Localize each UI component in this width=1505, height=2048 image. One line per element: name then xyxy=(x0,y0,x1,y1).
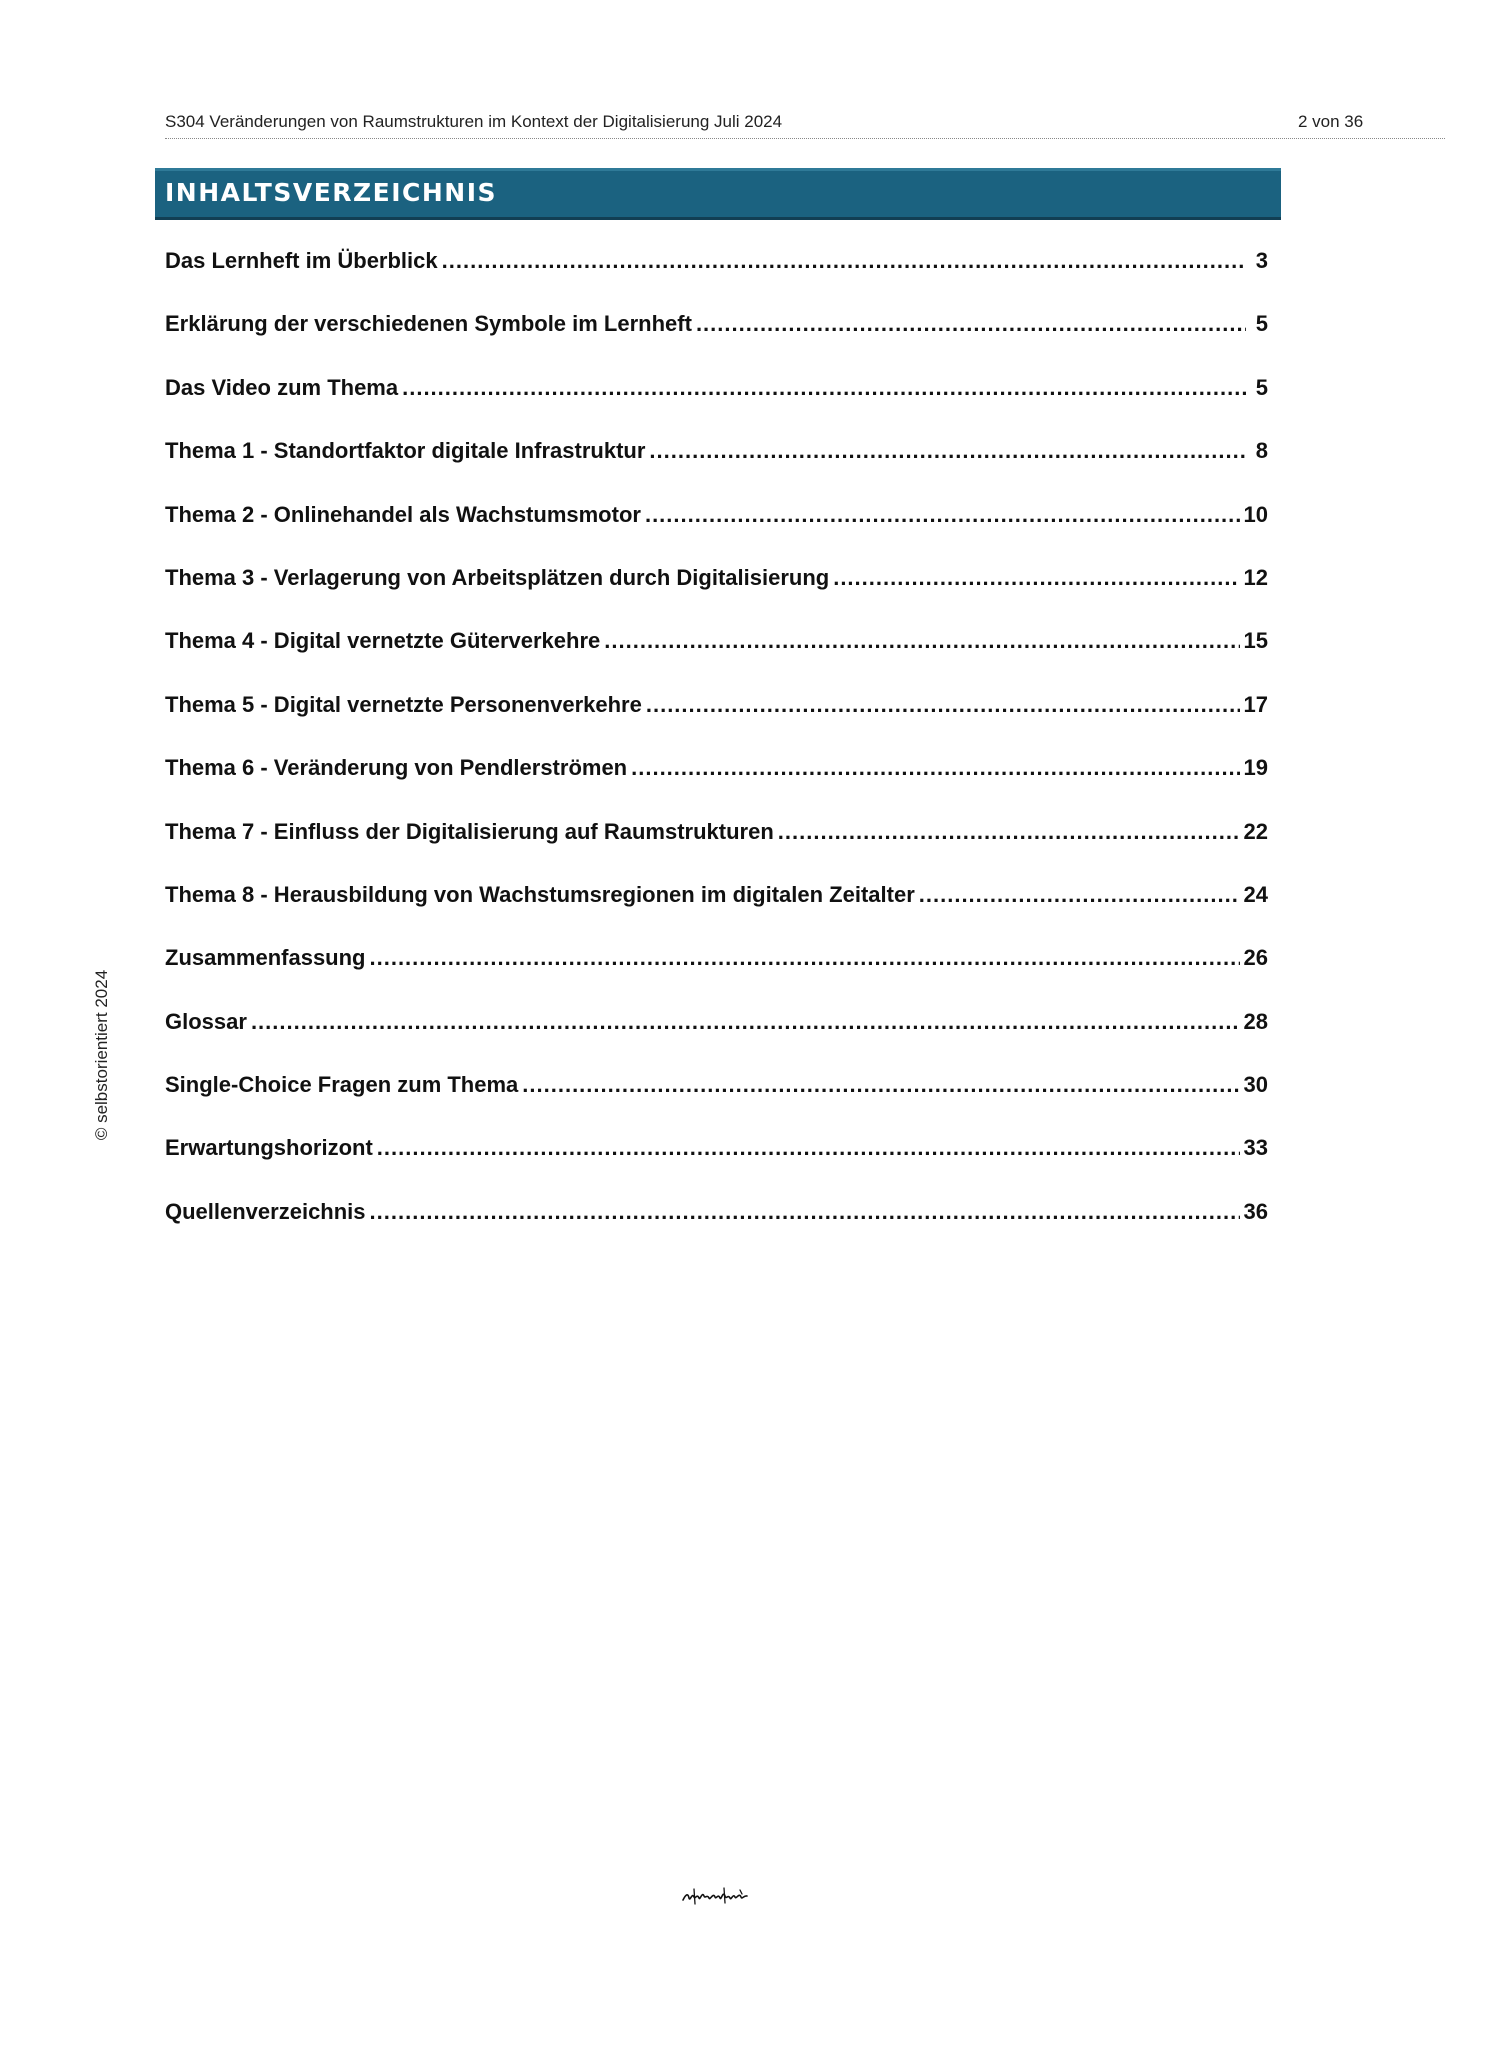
page-indicator: 2 von 36 xyxy=(1298,112,1364,131)
toc-entry-page: 5 xyxy=(1255,374,1268,400)
toc-entry[interactable] xyxy=(165,692,1268,755)
dot-leader xyxy=(370,945,1240,971)
toc-entry-title: Thema 7 - Einfluss der Digitalisierung auf Raumstrukturen xyxy=(165,818,774,844)
dot-leader xyxy=(649,438,1246,464)
toc-entry-page: 30 xyxy=(1243,1072,1268,1098)
dot-leader xyxy=(604,628,1239,654)
dot-leader xyxy=(631,755,1239,781)
dot-leader xyxy=(919,882,1240,908)
toc-entry-page: 3 xyxy=(1255,248,1268,273)
toc-entry[interactable] xyxy=(165,1199,1268,1262)
dot-leader xyxy=(645,502,1240,528)
toc-entry-title: Thema 8 - Herausbildung von Wachstumsregionen im digitalen Zeitalter xyxy=(165,881,915,907)
toc-entry-title: Thema 2 - Onlinehandel als Wachstumsmotor xyxy=(165,501,641,527)
toc-entry-title: Thema 5 - Digital vernetzte Personenverkehre xyxy=(165,691,642,717)
dot-leader xyxy=(402,375,1246,401)
toc-entry-page: 36 xyxy=(1243,1198,1268,1224)
toc-entry[interactable] xyxy=(165,1135,1268,1198)
dot-leader xyxy=(370,1199,1240,1225)
toc-entry[interactable] xyxy=(165,945,1268,1008)
dot-leader xyxy=(696,311,1246,337)
toc-entry-page: 17 xyxy=(1243,691,1268,717)
dot-leader xyxy=(251,1009,1240,1035)
dot-leader xyxy=(377,1135,1240,1161)
dot-leader xyxy=(522,1072,1239,1098)
toc-entry-title: Thema 3 - Verlagerung von Arbeitsplätzen durch Digitalisierung xyxy=(165,564,830,590)
toc-heading: INHALTSVERZEICHNIS xyxy=(165,178,498,207)
dot-leader xyxy=(833,565,1239,591)
toc-entry[interactable] xyxy=(165,565,1268,628)
page-header xyxy=(165,110,1445,139)
copyright-notice: © selbstorientiert 2024 xyxy=(92,969,111,1141)
toc-entry-title: Das Lernheft im Überblick xyxy=(165,248,438,273)
toc-entry[interactable] xyxy=(165,1009,1268,1072)
toc-entry[interactable] xyxy=(165,375,1268,438)
toc-entry-page: 26 xyxy=(1243,945,1268,971)
toc-entry[interactable] xyxy=(165,438,1268,501)
selbstorientiert-logo xyxy=(680,1884,750,1908)
toc-entry-title: Quellenverzeichnis xyxy=(165,1198,366,1224)
toc-entry-page: 28 xyxy=(1243,1008,1268,1034)
toc-entry[interactable] xyxy=(165,248,1268,311)
toc-entry-title: Erklärung der verschiedenen Symbole im Lernheft xyxy=(165,311,692,337)
toc-entry-title: Zusammenfassung xyxy=(165,945,366,971)
toc-entry[interactable] xyxy=(165,628,1268,691)
toc-entry[interactable] xyxy=(165,502,1268,565)
dot-leader xyxy=(778,819,1240,845)
toc-entry-page: 22 xyxy=(1243,818,1268,844)
toc-entry-page: 24 xyxy=(1243,881,1268,907)
toc-entry-page: 33 xyxy=(1243,1135,1268,1161)
toc-entry-page: 8 xyxy=(1255,438,1268,464)
toc-entry[interactable] xyxy=(165,755,1268,818)
toc-entry-title: Single-Choice Fragen zum Thema xyxy=(165,1072,519,1098)
table-of-contents xyxy=(165,248,1268,1262)
toc-entry-title: Erwartungshorizont xyxy=(165,1135,373,1161)
toc-entry-page: 15 xyxy=(1243,628,1268,654)
toc-entry[interactable] xyxy=(165,311,1268,374)
toc-entry-title: Thema 6 - Veränderung von Pendlerströmen xyxy=(165,755,628,781)
toc-entry[interactable] xyxy=(165,1072,1268,1135)
toc-entry-title: Thema 1 - Standortfaktor digitale Infrastruktur xyxy=(165,438,646,464)
toc-entry-title: Glossar xyxy=(165,1008,247,1034)
toc-entry-page: 10 xyxy=(1243,501,1268,527)
toc-entry[interactable] xyxy=(165,882,1268,945)
document-title: S304 Veränderungen von Raumstrukturen im Kontext der Digitalisierung Juli 2024 xyxy=(165,112,783,131)
toc-entry-title: Das Video zum Thema xyxy=(165,374,399,400)
dot-leader xyxy=(646,692,1240,718)
toc-entry-page: 19 xyxy=(1243,755,1268,781)
toc-entry-title: Thema 4 - Digital vernetzte Güterverkehre xyxy=(165,628,601,654)
toc-heading-banner xyxy=(155,168,1281,220)
toc-entry-page: 5 xyxy=(1255,311,1268,337)
toc-entry[interactable] xyxy=(165,819,1268,882)
toc-entry-page: 12 xyxy=(1243,564,1268,590)
dot-leader xyxy=(442,248,1246,274)
